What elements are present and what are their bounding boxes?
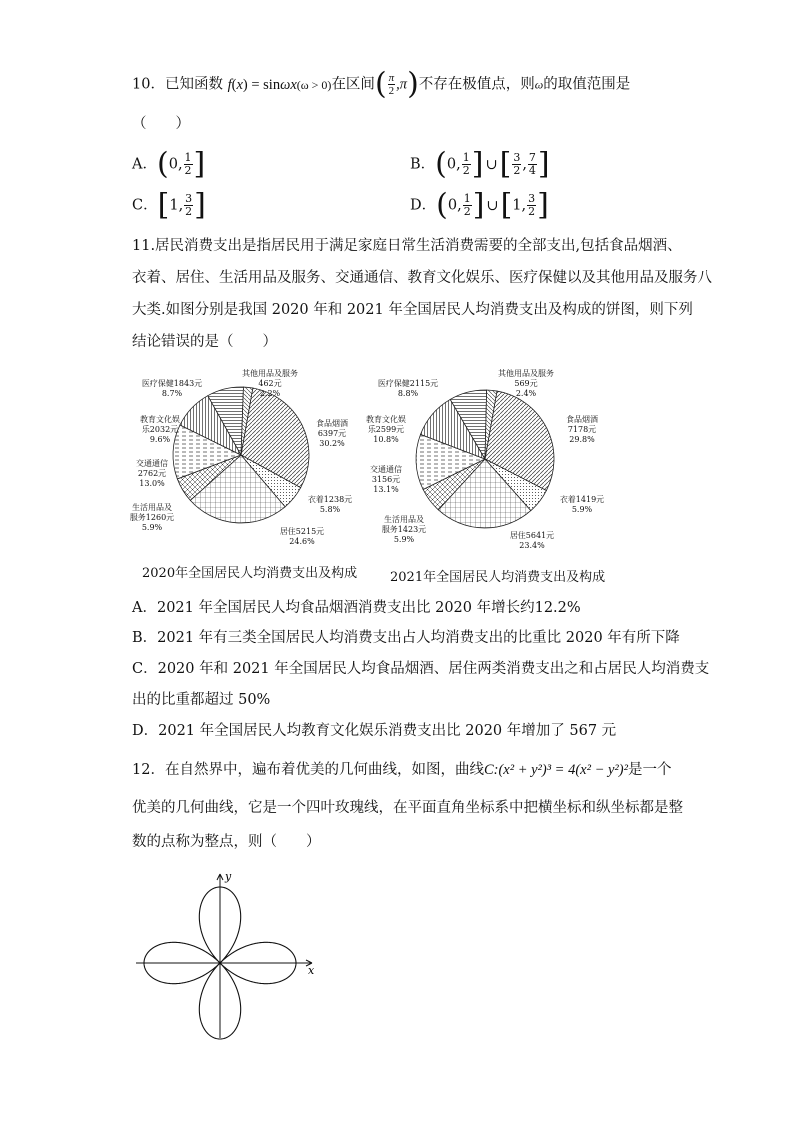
rose-curve-equation: C:(x² + y²)³ = 4(x² − y²)² bbox=[483, 762, 628, 778]
pie-caption-2021: 2021年全国居民人均消费支出及构成 bbox=[390, 570, 606, 585]
q10-option-c[interactable]: C．[1, $\frac{3}{2}$ ] bbox=[132, 187, 206, 223]
pie-label-7-1: 23.4% bbox=[519, 541, 545, 550]
pie-label-0-0: 医疗保健2115元 bbox=[377, 379, 439, 388]
pie-label-0-1: 8.7% bbox=[161, 389, 183, 398]
pie-label-1-0: 其他用品及服务 bbox=[242, 369, 298, 378]
pie-label-4-1: 3156元 bbox=[371, 475, 401, 484]
pie-label-5-1: 5.8% bbox=[319, 505, 341, 514]
q12-stem-line1: 12．在自然界中，遍布着优美的几何曲线，如图，曲线C:(x² + y²)³ = 4(x² − y²)²是一个 bbox=[132, 762, 672, 778]
pie-label-2-0: 食品烟酒 bbox=[316, 419, 348, 428]
pie-label-3-2: 9.6% bbox=[149, 435, 171, 444]
pie-label-4-1: 2762元 bbox=[137, 469, 167, 478]
pie-label-7-0: 居住5215元 bbox=[279, 527, 325, 536]
pie-label-6-1: 服务1423元 bbox=[381, 525, 427, 534]
pie-label-6-2: 5.9% bbox=[393, 535, 415, 544]
q10-option-b[interactable]: B．(0, $\frac{1}{2}$ ] ∪[ $\frac{3}{2}$ , $\frac{7}{4}$ ] bbox=[410, 146, 550, 182]
pie-label-6-2: 5.9% bbox=[141, 523, 163, 532]
pie-label-4-0: 交通通信 bbox=[136, 459, 168, 468]
q10-stem: 10．已知函数 f(x) = sinωx(ω > 0)在区间( $\frac{\pi}{2}$ ,π)不存在极值点，则ω的取值范围是 bbox=[132, 66, 631, 102]
pie-label-6-1: 服务1260元 bbox=[129, 513, 175, 522]
function-expression: f(x) = sinωx(ω > 0) bbox=[227, 76, 332, 93]
q11-stem-line2: 衣着、居住、生活用品及服务、交通通信、教育文化娱乐、医疗保健以及其他用品及服务八 bbox=[132, 270, 712, 286]
pie-charts-figure bbox=[0, 362, 794, 592]
pie-label-3-1: 乐2599元 bbox=[367, 425, 405, 434]
pie-label-3-0: 教育文化娱 bbox=[366, 415, 406, 424]
y-axis-label: y bbox=[225, 870, 232, 883]
pie-chart-2020 bbox=[173, 387, 309, 523]
pie-label-1-2: 2.4% bbox=[515, 389, 537, 398]
pie-label-6-0: 生活用品及 bbox=[384, 515, 424, 524]
pie-label-2-0: 食品烟酒 bbox=[566, 415, 598, 424]
pie-label-0-1: 8.8% bbox=[397, 389, 419, 398]
pie-label-2-1: 6397元 bbox=[317, 429, 347, 438]
q11-stem-line3: 大类.如图分别是我国 2020 年和 2021 年全国居民人均消费支出及构成的饼图，则下列 bbox=[132, 302, 693, 318]
pie-label-4-2: 13.0% bbox=[139, 479, 165, 488]
pie-caption-2020: 2020年全国居民人均消费支出及构成 bbox=[142, 566, 358, 581]
q10-paren: （ ） bbox=[132, 116, 190, 132]
q11-option-b[interactable]: B．2021 年有三类全国居民人均消费支出占人均消费支出的比重比 2020 年有所下降 bbox=[132, 630, 680, 646]
q11-option-c-line1[interactable]: C．2020 年和 2021 年全国居民人均食品烟酒、居住两类消费支出之和占居民人均消费支 bbox=[132, 661, 710, 677]
q10-option-a[interactable]: A．(0, $\frac{1}{2}$ ] bbox=[132, 146, 206, 182]
pie-label-6-0: 生活用品及 bbox=[132, 503, 172, 512]
pie-label-1-2: 2.2% bbox=[259, 389, 281, 398]
pie-label-0-0: 医疗保健1843元 bbox=[141, 379, 203, 388]
pie-label-5-0: 衣着1238元 bbox=[307, 495, 353, 504]
four-leaf-rose-figure bbox=[130, 868, 330, 1048]
pie-label-7-1: 24.6% bbox=[289, 537, 315, 546]
pie-label-5-1: 5.9% bbox=[571, 505, 593, 514]
q11-option-d[interactable]: D．2021 年全国居民人均教育文化娱乐消费支出比 2020 年增加了 567 元 bbox=[132, 723, 617, 739]
q11-option-a[interactable]: A．2021 年全国居民人均食品烟酒消费支出比 2020 年增长约12.2% bbox=[132, 600, 581, 616]
pie-label-4-2: 13.1% bbox=[373, 485, 399, 494]
pie-label-3-0: 教育文化娱 bbox=[140, 415, 180, 424]
pie-label-7-0: 居住5641元 bbox=[509, 531, 555, 540]
q11-stem-line1: 11.居民消费支出是指居民用于满足家庭日常生活消费需要的全部支出,包括食品烟酒、 bbox=[132, 238, 682, 254]
x-axis-label: x bbox=[308, 964, 315, 977]
pie-label-4-0: 交通通信 bbox=[370, 465, 402, 474]
pie-label-2-2: 29.8% bbox=[569, 435, 595, 444]
pie-label-1-1: 569元 bbox=[514, 379, 538, 388]
pie-label-3-1: 乐2032元 bbox=[141, 425, 179, 434]
q11-stem-line4: 结论错误的是（ ） bbox=[132, 334, 277, 350]
pie-label-3-2: 10.8% bbox=[373, 435, 399, 444]
pie-label-2-2: 30.2% bbox=[319, 439, 345, 448]
q10-option-d[interactable]: D．(0, $\frac{1}{2}$ ] ∪[1, $\frac{3}{2}$ ] bbox=[410, 187, 549, 223]
fraction-pi-over-2: $\frac{\pi}{2}$ bbox=[388, 72, 395, 97]
pie-label-2-1: 7178元 bbox=[567, 425, 597, 434]
q12-stem-line2: 优美的几何曲线，它是一个四叶玫瑰线，在平面直角坐标系中把横坐标和纵坐标都是整 bbox=[132, 800, 683, 816]
pie-label-5-0: 衣着1419元 bbox=[559, 495, 605, 504]
pie-label-1-1: 462元 bbox=[258, 379, 282, 388]
q11-option-c-line2: 出的比重都超过 50% bbox=[132, 692, 271, 708]
pie-label-1-0: 其他用品及服务 bbox=[498, 369, 554, 378]
pie-chart-2021 bbox=[416, 390, 554, 528]
q12-stem-line3: 数的点称为整点，则（ ） bbox=[132, 834, 321, 850]
